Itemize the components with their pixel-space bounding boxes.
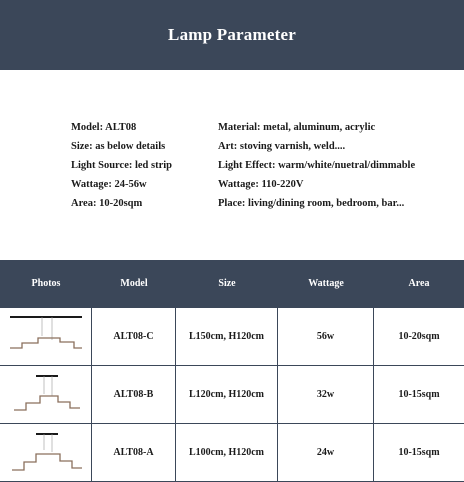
param-light-source: Light Source: led strip: [71, 160, 173, 171]
param-place: Place: living/dining room, bedroom, bar...: [218, 198, 405, 209]
header-model: Model: [120, 278, 148, 289]
parameter-section: [0, 70, 464, 260]
param-art: Art: stoving varnish, weld....: [218, 141, 346, 152]
param-light-effect: Light Effect: warm/white/nuetral/dimmable: [218, 160, 416, 171]
header-wattage: Wattage: [308, 278, 344, 289]
lamp-photo-icon: [0, 424, 92, 481]
cell-wattage: 24w: [278, 424, 374, 481]
cell-size: L100cm, H120cm: [176, 424, 278, 481]
cell-wattage: 56w: [278, 308, 374, 365]
cell-size: L150cm, H120cm: [176, 308, 278, 365]
cell-model: ALT08-C: [92, 308, 176, 365]
table-header: [0, 260, 464, 307]
page-header: [0, 0, 464, 70]
cell-wattage: 32w: [278, 366, 374, 423]
param-wattage: Wattage: 24-56w: [71, 179, 147, 190]
param-material: Material: metal, aluminum, acrylic: [218, 122, 376, 133]
table-row: [0, 366, 464, 424]
cell-model: ALT08-A: [92, 424, 176, 481]
param-size: Size: as below details: [71, 141, 166, 152]
header-area: Area: [408, 278, 430, 289]
param-area: Area: 10-20sqm: [71, 198, 143, 209]
cell-size: L120cm, H120cm: [176, 366, 278, 423]
param-voltage: Wattage: 110-220V: [218, 179, 304, 190]
product-table: [0, 307, 464, 482]
lamp-photo-icon: [0, 308, 92, 365]
param-model: Model: ALT08: [71, 122, 137, 133]
table-row: [0, 424, 464, 482]
table-row: [0, 308, 464, 366]
parameter-column-left: [71, 118, 172, 213]
cell-area: 10-20sqm: [398, 331, 440, 342]
cell-model: ALT08-B: [92, 366, 176, 423]
header-size: Size: [218, 278, 236, 289]
lamp-photo-icon: [0, 366, 92, 423]
page-title: Lamp Parameter: [168, 25, 296, 44]
cell-area: 10-15sqm: [398, 447, 440, 458]
header-photos: Photos: [31, 278, 61, 289]
parameter-column-right: [218, 118, 415, 213]
cell-area: 10-15sqm: [398, 389, 440, 400]
